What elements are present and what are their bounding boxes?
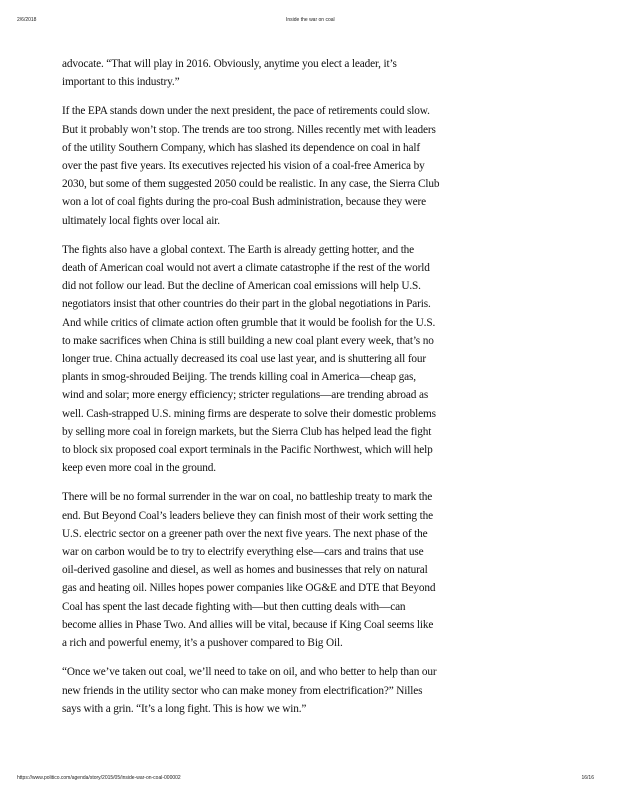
paragraph-2: If the EPA stands down under the next president, the pace of retirements could slow. But it probably won’t stop. The trends are too strong. Nilles recently met with leaders of the utility Southern Company, which has slashed its dependence on coal in half over the past five years. Its executives rejected his vision of a coal-free America by 2030, but some of them suggested 2050 could be realistic. In any case, the Sierra Club won a lot of coal fights during the pro-coal Bush administration, because they were ultimately local fights over local air. (62, 105, 440, 227)
paragraph-1: advocate. “That will play in 2016. Obviously, anytime you elect a leader, it’s important to this industry.” (62, 58, 397, 89)
print-page-title: Inside the war on coal (286, 17, 335, 23)
print-date: 2/6/2018 (17, 17, 37, 23)
paragraph-3: The fights also have a global context. The Earth is already getting hotter, and the death of American coal would not avert a climate catastrophe if the rest of the world did not follow our lead. But the decline of American coal emissions will help U.S. negotiators insist that other countries do their part in the global negotiations in Paris. And while critics of climate action often grumble that it would be foolish for the U.S. to make sacrifices when China is still building a new coal plant every week, that’s no longer true. China actually decreased its coal use last year, and is shuttering all four plants in smog-shrouded Beijing. The trends killing coal in America—cheap gas, wind and solar; more energy efficiency; stricter regulations—are trending abroad as well. Cash-strapped U.S. mining firms are desperate to solve their domestic problems by selling more coal in foreign markets, but the Sierra Club has helped lead the fight to block six proposed coal export terminals in the Pacific Northwest, which will help keep even more coal in the ground. (62, 243, 436, 475)
print-url: https://www.politico.com/agenda/story/2015/05/inside-war-on-coal-000002 (17, 775, 181, 781)
article-body (62, 55, 440, 718)
paragraph-4: There will be no formal surrender in the war on coal, no battleship treaty to mark the end. But Beyond Coal’s leaders believe they can finish most of their work setting the U.S. electric sector on a greener path over the next five years. The next phase of the war on carbon would be to try to electrify everything else—cars and trains that use oil-derived gasoline and diesel, as well as homes and businesses that rely on natural gas and heating oil. Nilles hopes power companies like OG&E and DTE that Beyond Coal has spent the last decade fighting with—but then cutting deals with—can become allies in Phase Two. And allies will be vital, because if King Coal seems like a rich and powerful enemy, it’s a pushover compared to Big Oil. (62, 491, 436, 650)
paragraph-5: “Once we’ve taken out coal, we’ll need to take on oil, and who better to help than our new friends in the utility sector who can make money from electrification?” Nilles says with a grin. “It’s a long fight. This is how we win.” (62, 666, 437, 715)
page-number: 16/16 (581, 775, 594, 781)
